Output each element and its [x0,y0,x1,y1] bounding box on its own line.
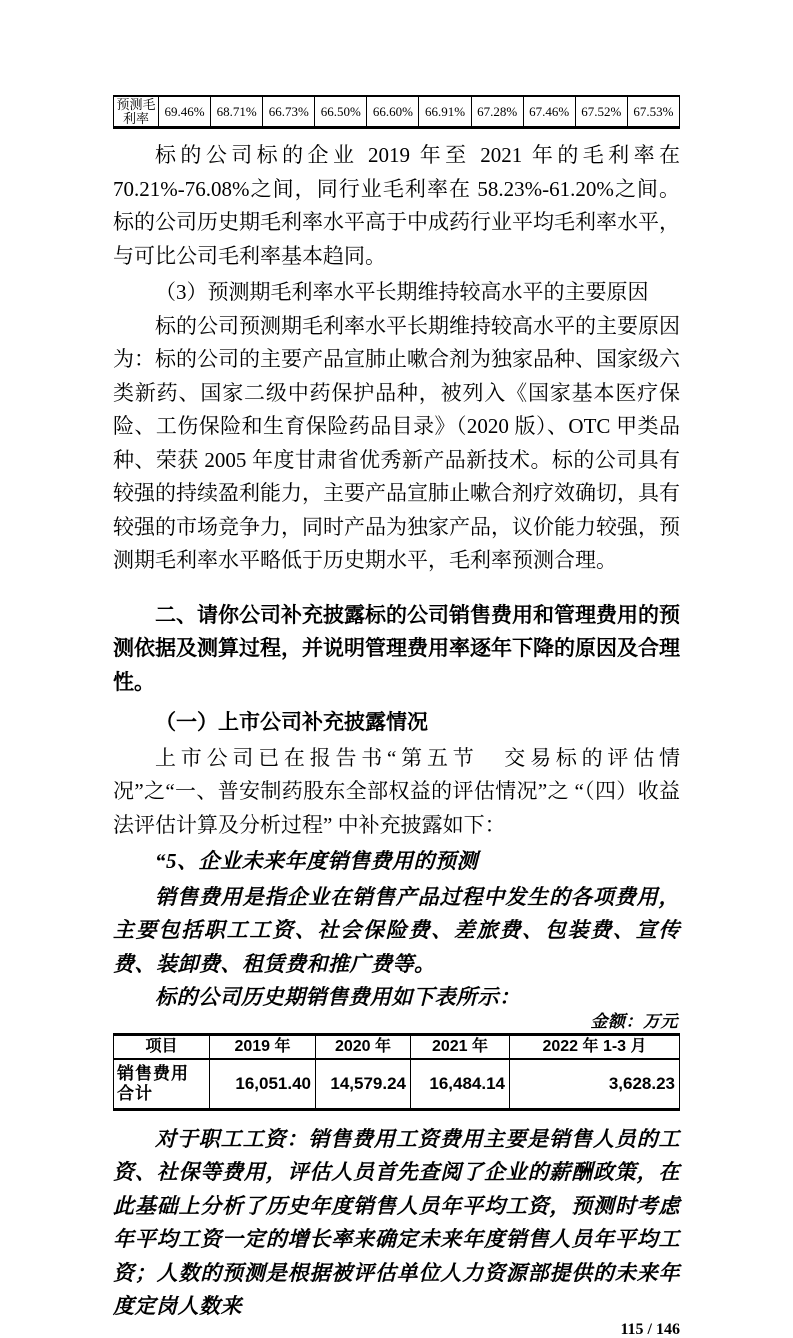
column-header-2020: 2020 年 [316,1034,411,1059]
table-row [114,1059,680,1110]
sales-expense-2022q1: 3,628.23 [510,1059,680,1110]
sales-expense-2019: 16,051.40 [210,1059,316,1110]
gross-margin-value: 66.50% [315,96,367,128]
column-header-2019: 2019 年 [210,1034,316,1059]
page-number: 115 / 146 [620,1320,680,1338]
gross-margin-value: 69.46% [159,96,211,128]
gross-margin-row-label: 预测毛利率 [114,96,159,128]
heading-question-2: 二、请你公司补充披露标的公司销售费用和管理费用的预测依据及测算过程，并说明管理费用率逐年下降的原因及合理性。 [113,603,680,694]
column-header-2022q1: 2022 年 1-3 月 [510,1034,680,1059]
paragraph-disclosure-location: 上市公司已在报告书“第五节 交易标的评估情况”之“一、普安制药股东全部权益的评估情况”之 “（四）收益法评估计算及分析过程” 中补充披露如下： [113,745,680,837]
paragraph-forecast-margin-reason: 标的公司预测期毛利率水平长期维持较高水平的主要原因为：标的公司的主要产品宣肺止嗽合剂为独家品种、国家级六类新药、国家二级中药保护品种，被列入《国家基本医疗保险、工伤保险和生育保险药品目录》（2020 版）、OTC 甲类品种、荣获 2005 年度甘肃省优秀新产品新技术。标的公司具有较强的持续盈利能力，主要产品宣肺止嗽合剂疗效确切，具有较强的市场竞争力，同时产品为独家产品，议价能力较强，预测期毛利率水平略低于历史期水平，毛利率预测合理。 [113,313,680,572]
sales-expense-2020: 14,579.24 [316,1059,411,1110]
gross-margin-table [113,95,680,129]
heading-section-1: （一）上市公司补充披露情况 [155,711,428,734]
column-header-item: 项目 [114,1034,210,1059]
gross-margin-value: 67.46% [523,96,575,128]
gross-margin-value: 68.71% [211,96,263,128]
row-label-sales-expense-total: 销售费用合计 [114,1059,210,1110]
table-unit-label: 金额：万元 [590,1011,678,1031]
paragraph-sales-expense-definition: 销售费用是指企业在销售产品过程中发生的各项费用，主要包括职工工资、社会保险费、差旅费、包装费、宣传费、装卸费、租赁费和推广费等。 [113,884,680,976]
gross-margin-value: 66.60% [367,96,419,128]
gross-margin-value: 67.28% [471,96,523,128]
gross-margin-value: 66.91% [419,96,471,128]
gross-margin-value: 67.53% [627,96,679,128]
heading-sales-expense-forecast: “5、企业未来年度销售费用的预测 [155,849,478,873]
table-header-row [114,1034,680,1059]
sales-expense-table [113,1033,680,1111]
sales-expense-2021: 16,484.14 [411,1059,510,1110]
column-header-2021: 2021 年 [411,1034,510,1059]
gross-margin-value: 66.73% [263,96,315,128]
subheading-forecast-margin-reason: （3）预测期毛利率水平长期维持较高水平的主要原因 [155,280,649,304]
paragraph-staff-salary-method: 对于职工工资：销售费用工资费用主要是销售人员的工资、社保等费用，评估人员首先查阅了企业的薪酬政策，在此基础上分析了历史年度销售人员年平均工资，预测时考虑年平均工资一定的增长率来确定未来年度销售人员年平均工资；人数的预测是根据被评估单位人力资源部提供的未来年度定岗人数来 [113,1126,680,1318]
gross-margin-value: 67.52% [575,96,627,128]
table-row [114,96,680,128]
paragraph-table-intro: 标的公司历史期销售费用如下表所示： [155,985,521,1009]
paragraph-gross-margin-summary: 标的公司标的企业 2019 年至 2021 年的毛利率在 70.21%-76.08%之间，同行业毛利率在 58.23%-61.20%之间。标的公司历史期毛利率水平高于中成药行业平均毛利率水平，与可比公司毛利率基本趋同。 [113,143,680,268]
